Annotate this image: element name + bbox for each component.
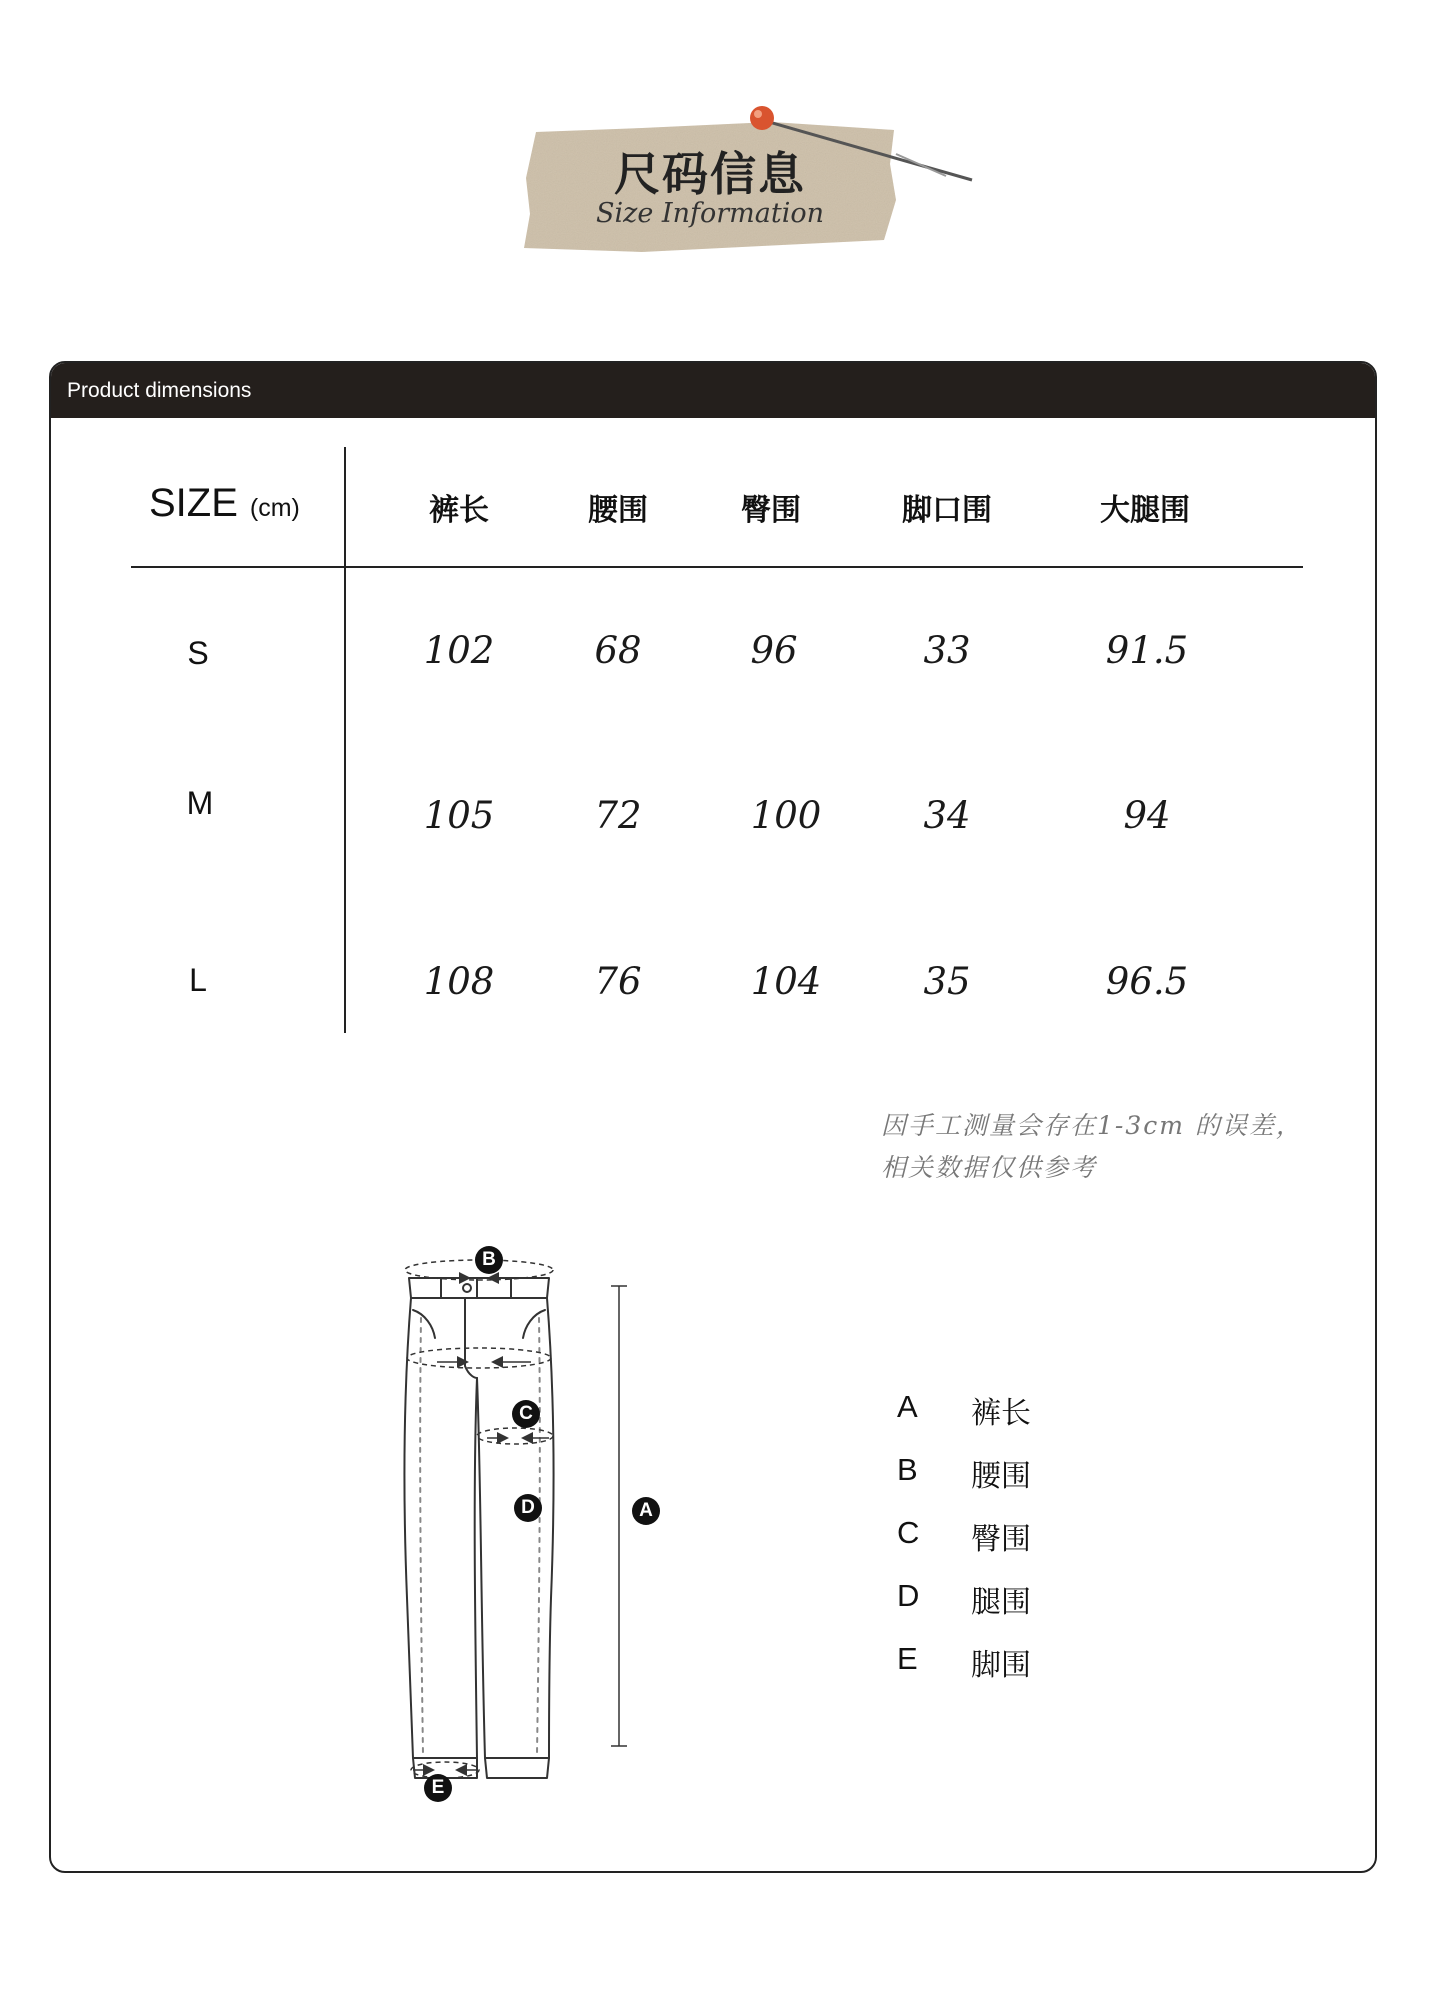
size-unit: (cm) — [249, 494, 300, 522]
legend-key-c: C — [897, 1515, 920, 1550]
table-cell: 102 — [423, 629, 495, 672]
column-header-length: 裤长 — [429, 493, 489, 528]
legend-label-e: 脚围 — [971, 1648, 1031, 1683]
table-cell: 72 — [594, 794, 642, 837]
marker-c-badge: C — [512, 1400, 540, 1428]
section-title: 尺码信息 — [614, 147, 806, 201]
trousers-diagram — [381, 1238, 741, 1798]
row-size-m: M — [186, 785, 214, 821]
table-cell: 94 — [1123, 794, 1171, 837]
card-header: Product dimensions — [51, 363, 1375, 418]
measurement-note — [881, 1105, 1303, 1189]
legend-key-b: B — [897, 1452, 918, 1487]
legend-key-a: A — [897, 1389, 918, 1424]
table-cell: 91.5 — [1105, 629, 1189, 672]
row-size-s: S — [187, 635, 209, 671]
table-cell: 100 — [750, 794, 822, 837]
marker-b-badge: B — [475, 1246, 503, 1274]
legend-label-c: 臀围 — [971, 1522, 1031, 1557]
table-cell: 35 — [923, 960, 971, 1003]
table-cell: 108 — [423, 960, 495, 1003]
marker-d-badge: D — [514, 1494, 542, 1522]
legend-label-b: 腰围 — [971, 1459, 1031, 1494]
column-header-thigh: 大腿围 — [1100, 493, 1190, 528]
table-cell: 96.5 — [1105, 960, 1189, 1003]
legend-label-d: 腿围 — [971, 1585, 1031, 1620]
column-header-hem: 脚口围 — [902, 493, 992, 528]
section-subtitle: Size Information — [596, 198, 824, 229]
table-cell: 68 — [594, 629, 642, 672]
product-dimensions-card — [49, 361, 1377, 1873]
table-cell: 76 — [594, 960, 642, 1003]
marker-e-badge: E — [424, 1774, 452, 1802]
table-cell: 96 — [750, 629, 798, 672]
table-divider-horizontal — [131, 566, 1303, 568]
size-label: SIZE — [149, 481, 238, 525]
note-line-2: 相关数据仅供参考 — [881, 1153, 1098, 1182]
table-cell: 105 — [423, 794, 495, 837]
note-line-1: 因手工测量会存在1-3cm 的误差， — [881, 1111, 1303, 1140]
table-cell: 34 — [923, 794, 971, 837]
legend-key-d: D — [897, 1578, 920, 1613]
column-header-hip: 臀围 — [741, 493, 801, 528]
table-divider-vertical — [344, 447, 346, 1033]
marker-a-badge: A — [632, 1497, 660, 1525]
size-header — [149, 481, 300, 526]
table-cell: 104 — [750, 960, 822, 1003]
table-cell: 33 — [923, 629, 971, 672]
legend-label-a: 裤长 — [971, 1396, 1031, 1431]
column-header-waist: 腰围 — [588, 493, 648, 528]
row-size-l: L — [189, 962, 207, 998]
legend-key-e: E — [897, 1641, 918, 1676]
pin-icon — [746, 100, 976, 190]
